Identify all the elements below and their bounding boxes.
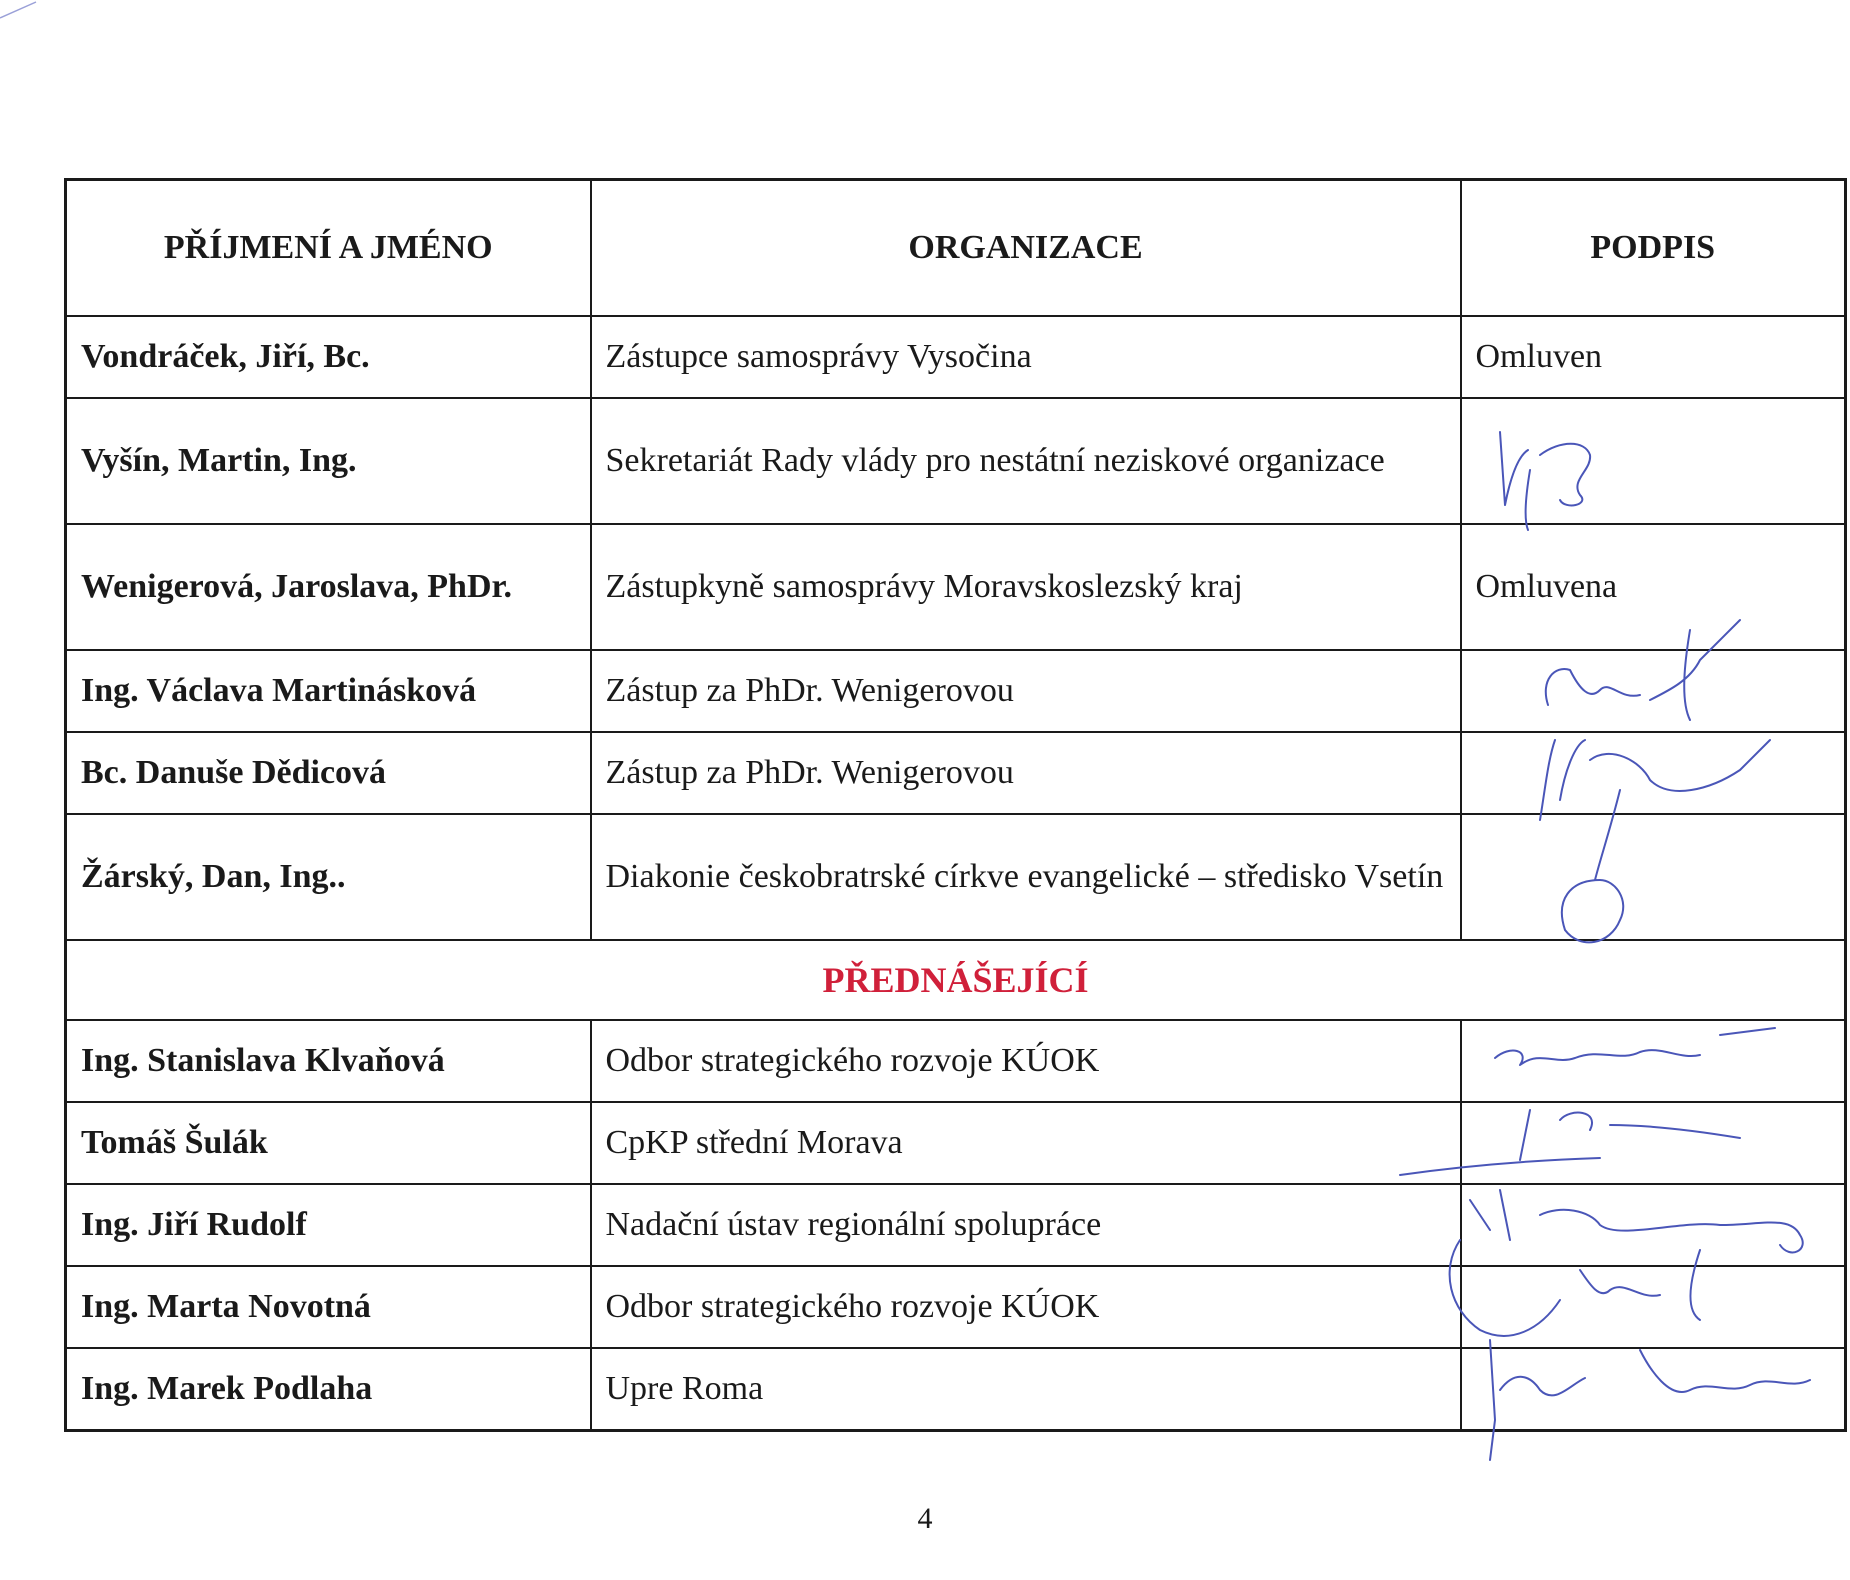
organization: Sekretariát Rady vlády pro nestátní neziskové organizace [591,398,1461,524]
attendance-table [64,178,1847,1432]
person-name: Vondráček, Jiří, Bc. [66,316,591,398]
table-row [66,524,1846,650]
organization: CpKP střední Morava [591,1102,1461,1184]
organization: Zástupkyně samosprávy Moravskoslezský kraj [591,524,1461,650]
signature-cell: Omluven [1461,316,1846,398]
table-row [66,1102,1846,1184]
table-row [66,398,1846,524]
table-row [66,1348,1846,1431]
person-name: Bc. Danuše Dědicová [66,732,591,814]
table-row [66,316,1846,398]
signature-cell [1461,1348,1846,1431]
person-name: Ing. Stanislava Klvaňová [66,1020,591,1102]
organization: Zástup za PhDr. Wenigerovou [591,650,1461,732]
person-name: Ing. Václava Martinásková [66,650,591,732]
signature-cell [1461,1020,1846,1102]
corner-mark [0,0,40,20]
organization: Odbor strategického rozvoje KÚOK [591,1266,1461,1348]
signature-cell [1461,1102,1846,1184]
person-name: Ing. Marta Novotná [66,1266,591,1348]
signature-cell [1461,814,1846,940]
header-signature: PODPIS [1461,180,1846,317]
person-name: Žárský, Dan, Ing.. [66,814,591,940]
signature-cell [1461,650,1846,732]
header-row [66,180,1846,317]
person-name: Wenigerová, Jaroslava, PhDr. [66,524,591,650]
table-row [66,814,1846,940]
section-title: PŘEDNÁŠEJÍCÍ [66,940,1846,1020]
person-name: Tomáš Šulák [66,1102,591,1184]
organization: Nadační ústav regionální spolupráce [591,1184,1461,1266]
signature-cell [1461,1184,1846,1266]
organization: Diakonie českobratrské církve evangelické – středisko Vsetín [591,814,1461,940]
table-row [66,1184,1846,1266]
header-name: PŘÍJMENÍ A JMÉNO [66,180,591,317]
signature-cell [1461,398,1846,524]
organization: Odbor strategického rozvoje KÚOK [591,1020,1461,1102]
person-name: Vyšín, Martin, Ing. [66,398,591,524]
signature-cell: Omluvena [1461,524,1846,650]
organization: Upre Roma [591,1348,1461,1431]
table-row [66,1020,1846,1102]
header-organization: ORGANIZACE [591,180,1461,317]
organization: Zástup za PhDr. Wenigerovou [591,732,1461,814]
table-row [66,732,1846,814]
organization: Zástupce samosprávy Vysočina [591,316,1461,398]
page-number: 4 [917,1502,933,1535]
table-row [66,1266,1846,1348]
signature-cell [1461,1266,1846,1348]
person-name: Ing. Marek Podlaha [66,1348,591,1431]
table-row [66,650,1846,732]
section-row [66,940,1846,1020]
person-name: Ing. Jiří Rudolf [66,1184,591,1266]
signature-cell [1461,732,1846,814]
